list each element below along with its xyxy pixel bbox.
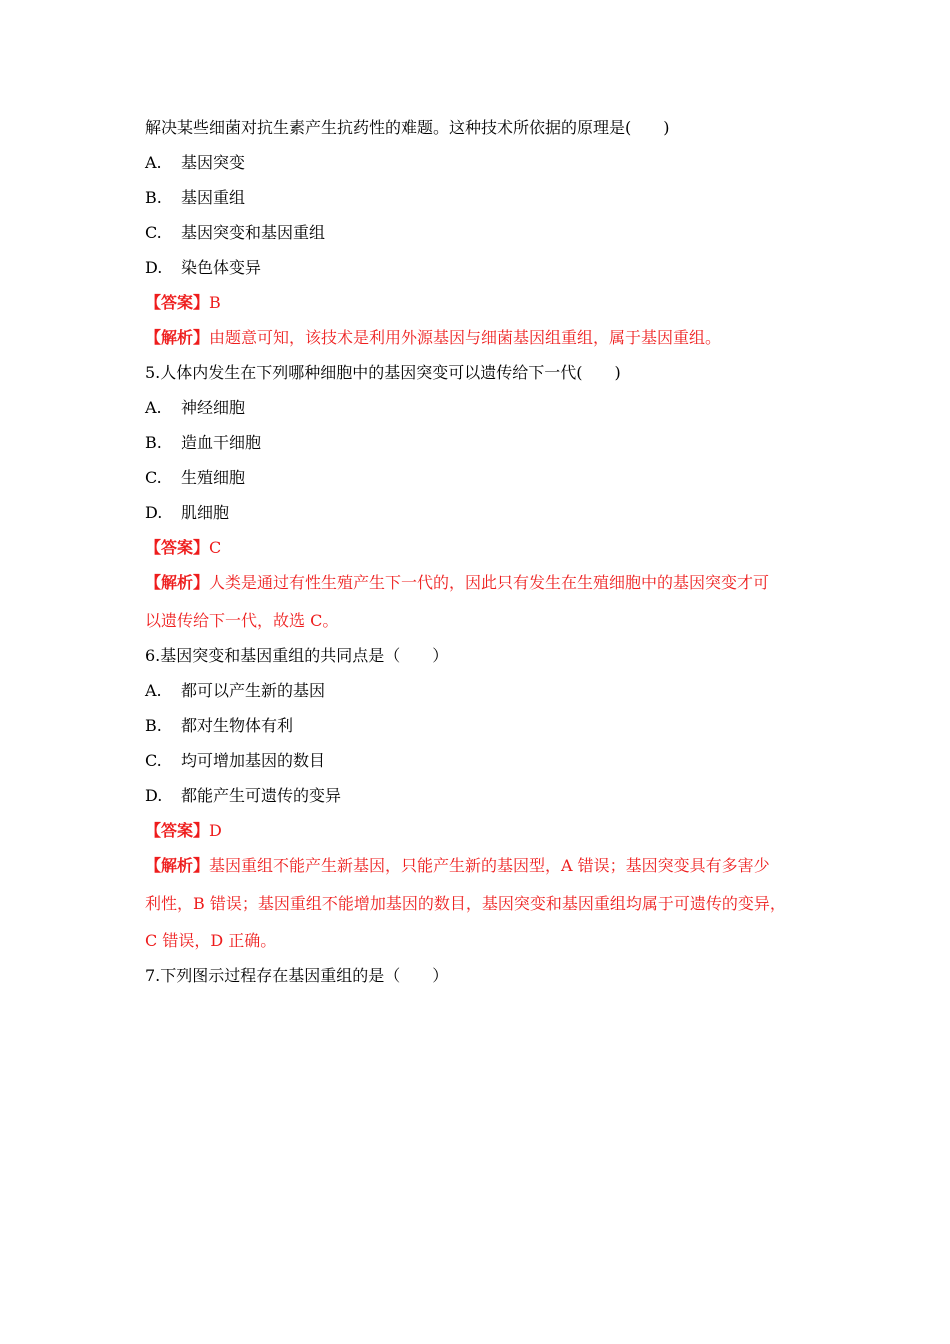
q6-option-c <box>145 751 325 771</box>
q5-option-a <box>145 398 245 418</box>
q4-stem: 解决某些细菌对抗生素产生抗药性的难题。这种技术所依据的原理是( ) <box>145 118 670 137</box>
option-text: 神经细胞 <box>181 398 246 417</box>
q4-analysis <box>145 328 721 348</box>
option-text: 造血干细胞 <box>181 433 262 452</box>
q6-analysis <box>145 856 770 876</box>
q7-stem: 7.下列图示过程存在基因重组的是（ ） <box>145 966 449 985</box>
option-text: 都可以产生新的基因 <box>181 681 326 700</box>
q4-answer <box>145 293 221 313</box>
option-letter: B. <box>145 433 162 452</box>
q6-analysis-cont-2: C 错误，D 正确。 <box>145 931 277 950</box>
answer-label: 【答案】 <box>145 821 210 840</box>
answer-value: D <box>209 821 222 840</box>
option-letter: A. <box>145 398 162 417</box>
answer-value: B <box>209 293 221 312</box>
option-text: 生殖细胞 <box>181 468 246 487</box>
q4-option-b <box>145 188 245 208</box>
option-letter: A. <box>145 153 162 172</box>
option-letter: D. <box>145 786 163 805</box>
option-text: 都对生物体有利 <box>181 716 294 735</box>
option-letter: B. <box>145 716 162 735</box>
option-text: 肌细胞 <box>181 503 230 522</box>
q5-analysis-cont: 以遗传给下一代，故选 C。 <box>145 611 339 630</box>
analysis-text: 基因重组不能产生新基因，只能产生新的基因型，A 错误；基因突变具有多害少 <box>209 856 770 875</box>
q6-stem: 6.基因突变和基因重组的共同点是（ ） <box>145 646 449 665</box>
option-text: 染色体变异 <box>181 258 262 277</box>
answer-label: 【答案】 <box>145 538 210 557</box>
analysis-label: 【解析】 <box>145 856 210 875</box>
q6-option-d <box>145 786 341 806</box>
option-text: 均可增加基因的数目 <box>181 751 326 770</box>
q6-option-a <box>145 681 325 701</box>
q4-option-a <box>145 153 245 173</box>
option-text: 都能产生可遗传的变异 <box>181 786 342 805</box>
option-letter: B. <box>145 188 162 207</box>
analysis-label: 【解析】 <box>145 573 210 592</box>
analysis-text: 由题意可知，该技术是利用外源基因与细菌基因组重组，属于基因重组。 <box>209 328 722 347</box>
q5-option-b <box>145 433 261 453</box>
q5-option-c <box>145 468 245 488</box>
q6-analysis-cont-1: 利性，B 错误；基因重组不能增加基因的数目，基因突变和基因重组均属于可遗传的变异， <box>145 894 786 913</box>
q6-answer <box>145 821 222 841</box>
option-text: 基因重组 <box>181 188 246 207</box>
q4-option-c <box>145 223 325 243</box>
option-letter: C. <box>145 223 162 242</box>
analysis-label: 【解析】 <box>145 328 210 347</box>
answer-value: C <box>209 538 222 557</box>
q6-option-b <box>145 716 293 736</box>
analysis-text: 人类是通过有性生殖产生下一代的，因此只有发生在生殖细胞中的基因突变才可 <box>209 573 770 592</box>
q5-analysis <box>145 573 769 593</box>
q4-option-d <box>145 258 261 278</box>
option-text: 基因突变 <box>181 153 246 172</box>
option-letter: D. <box>145 258 163 277</box>
q5-answer <box>145 538 221 558</box>
q5-option-d <box>145 503 229 523</box>
option-text: 基因突变和基因重组 <box>181 223 326 242</box>
option-letter: C. <box>145 751 162 770</box>
option-letter: A. <box>145 681 162 700</box>
q5-stem: 5.人体内发生在下列哪种细胞中的基因突变可以遗传给下一代( ) <box>145 363 621 382</box>
option-letter: C. <box>145 468 162 487</box>
answer-label: 【答案】 <box>145 293 210 312</box>
option-letter: D. <box>145 503 163 522</box>
